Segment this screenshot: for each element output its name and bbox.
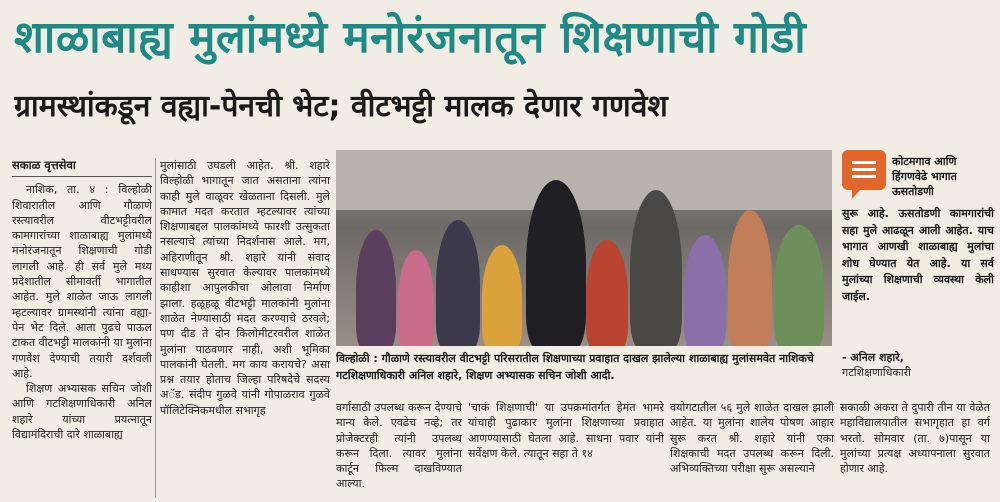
column-divider [155, 158, 156, 498]
quote-signature [842, 350, 994, 380]
quote-role: गटशिक्षणाधिकारी [842, 366, 912, 379]
article-column-1 [12, 158, 152, 498]
photo-figure [482, 245, 522, 346]
photo-figure [526, 180, 586, 346]
quote-author: - अनिल शहारे, [842, 351, 904, 364]
quote-heading: कोटमगाव आणि हिंगणवेढे भागात ऊसतोडणी [892, 155, 957, 198]
article-column-2 [160, 158, 330, 498]
article-column-3: वर्गासाठी उपलब्ध करून देण्याचे मान्य केले. एवढेच नव्हे; तर प्रोजेक्टरही त्यांनी उपलब्ध करून दिला. त्यावर मुलांना कार्टून फिल्म दाखविण्यात आल्या. [336, 401, 462, 491]
quote-body: सुरू आहे. ऊसतोडणी कामगारांची सहा मुले आढळून आली आहेत. याच भागात आणखी शाळाबाह्य मुलांचा शोध घेण्यात येत आहे. या सर्व मुलांच्या शिक्षणाची व्यवस्था केली जाईल. [842, 207, 994, 303]
article-column-6: सकाळी अकरा ते दुपारी तीन या वेळेत महाविद्यालयातील सभागृहात हा वर्ग भरतो. सोमवार (ता. ७)पासून या मुलांच्या प्रत्यक्ष अध्यापनाला सुरवात होणार आहे. [840, 401, 990, 476]
headline: शाळाबाह्य मुलांमध्ये मनोरंजनातून शिक्षणाची गोडी [14, 12, 807, 63]
photo-figure [398, 250, 434, 346]
news-photo [336, 150, 832, 346]
photo-figure [356, 230, 396, 346]
photo-background-wall [336, 150, 832, 210]
photo-figure [436, 220, 480, 346]
speech-bubble-icon [842, 150, 886, 190]
subheadline: ग्रामस्थांकडून वह्या-पेनची भेट; वीटभट्टी मालक देणार गणवेश [14, 89, 668, 124]
photo-caption: विल्होळी : गौळाणे रस्त्यावरील वीटभट्टी परिसरातील शिक्षणाच्या प्रवाहात दाखल झालेल्या शाळाबाह्य मुलांसमवेत नाशिकचे गटशिक्षणाधिकारी अनिल शहारे, शिक्षण अभ्यासक सचिन जोशी आदी. [336, 352, 814, 382]
photo-figure [774, 225, 824, 346]
quote-box [838, 150, 996, 390]
byline: सकाळ वृत्तसेवा [12, 158, 152, 177]
article-column-5: वयोगटातील ५६ मुले शाळेत दाखल झाली आहेत. या मुलांना शालेय पोषण आहार सुरू करत श्री. शहारे यांनी एका शिक्षकाची मदत उपलब्ध करून दिली. अभिव्यक्तिच्या परीक्षा सुरू असल्याने [670, 401, 834, 476]
article-column-4: 'चाकं शिक्षणाची' या उपक्रमांतर्गत हेमंत भामरे यांचाही पुढाकार मुलांना शिक्षणाच्या प्रवाहात आणण्यासाठी घेतला आहे. साधना पवार यांनी सर्वेक्षण केले. त्यातून सहा ते १४ [468, 401, 664, 460]
photo-figure [684, 235, 726, 346]
column1-paragraph-2: शिक्षण अभ्यासक सचिन जोशी आणि गटशिक्षणाधिकारी अनिल शहारे यांच्या प्रयत्नातून विद्यामंदिराची दारे शाळाबाह्य [12, 382, 152, 442]
column2-paragraph: मुलांसाठी उघडली आहेत. श्री. शहारे विल्होळी भागातून जात असताना त्यांना काही मुले वाळूवर खेळताना दिसली. मुले कामात मदत करतात म्हटल्यावर त्यांच्या शिक्षणाबद्दल पालकांमध्ये फारशी उत्सुकता नसल्याचे त्यांच्या निदर्शनास आले. मग, अहिराणीतून श्री. शहारे यांनी संवाद साधण्यास सुरवात केल्यावर पालकांमध्ये काहीशा आपुलकीचा ओलावा निर्माण झाला. हळूहळू वीटभट्टी मालकांनी मुलांना शाळेत नेण्यासाठी मदत करण्याचे ठरवले; पण दीड ते दोन किलोमीटरवरील शाळेत मुलांना पाठवणार नाही, अशी भूमिका पालकांनी घेतली. मग काय करायचे? असा प्रश्न तयार होताच जिल्हा परिषदेचे सदस्य अॅड. संदीप गुळवे यांनी गोपाळराव गुळवे पॉलिटेक्निकमधील सभागृह [160, 159, 330, 417]
photo-figure [586, 240, 628, 346]
photo-figure [728, 210, 772, 346]
photo-figure [630, 190, 682, 346]
column1-paragraph-1: नाशिक, ता. ४ : विल्होळी शिवारातील आणि गौळाणे रस्त्यावरील वीटभट्टीवरील कामगारांच्या शाळाबाह्य मुलांमध्ये मनोरंजनातून शिक्षणाची गोडी लागली आहे. ही सर्व मुले मध्य प्रदेशातील सीमावर्ती भागातील आहेत. मुले शाळेत जाऊ लागली म्हटल्यावर ग्रामस्थांनी त्यांना वह्या-पेन भेट दिले. आता पुढचे पाऊल टाकत वीटभट्टी मालकांनी या मुलांना गणवेश देण्याची तयारी दर्शवली आहे. [12, 183, 152, 380]
